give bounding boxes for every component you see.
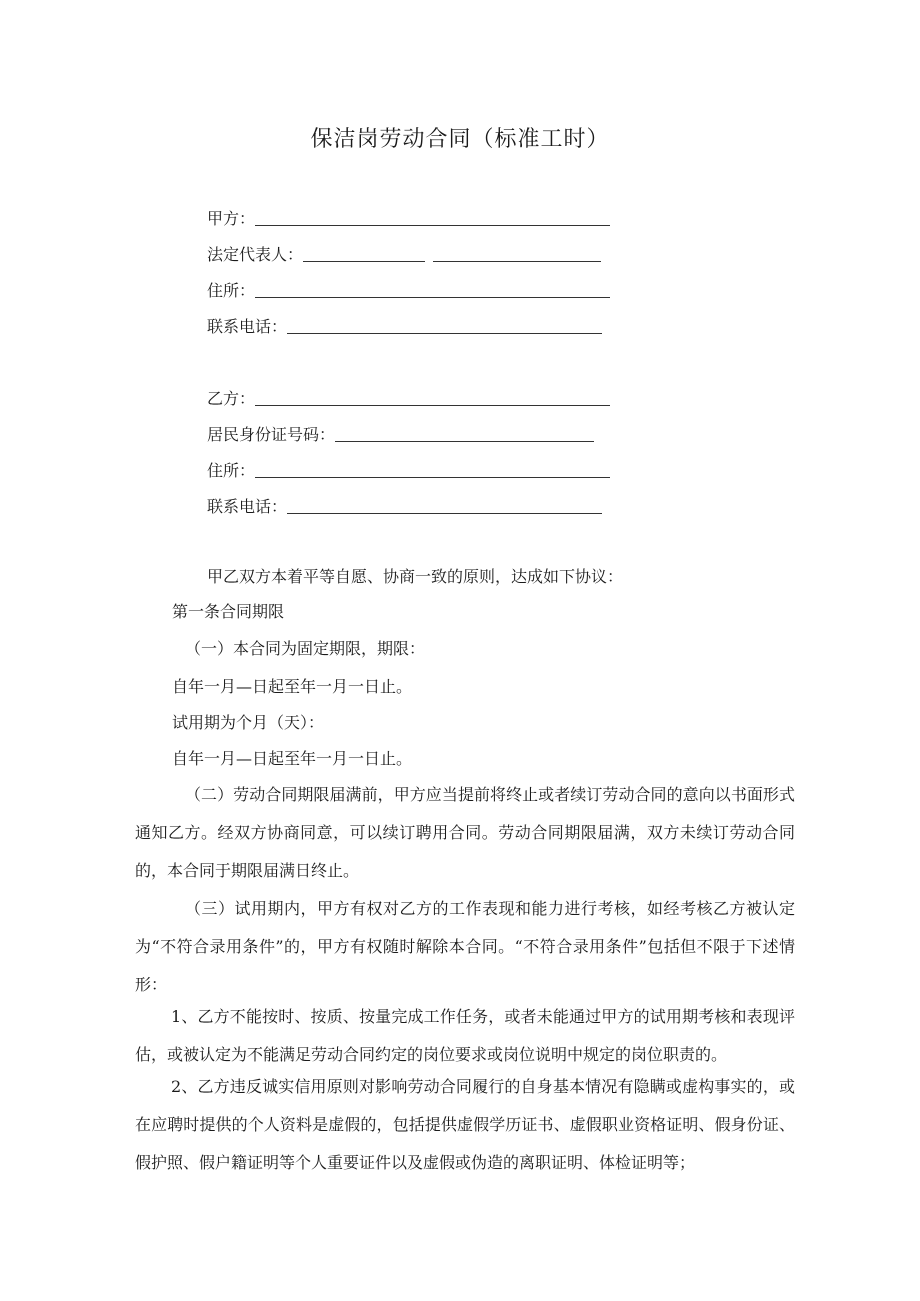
party-b-address-row (207, 452, 610, 482)
party-a-rep-row (207, 236, 601, 266)
party-a-rep-label: 法定代表人： (207, 245, 304, 264)
article1-heading: 第一条合同期限 (172, 602, 285, 621)
party-b-id-row (207, 416, 594, 446)
party-b-address-field[interactable] (255, 463, 610, 478)
article1-period-line: 自年一月—日起至年一月一日止。 (172, 677, 413, 696)
party-b-id-field[interactable] (335, 427, 594, 442)
party-b-phone-label: 联系电话： (207, 497, 288, 516)
party-a-address-label: 住所： (207, 281, 256, 300)
intro-paragraph: 甲乙双方本着平等自愿、协商一致的原则，达成如下协议： (207, 567, 624, 586)
party-a-phone-label: 联系电话： (207, 317, 288, 336)
article1-item3: （三）试用期内，甲方有权对乙方的工作表现和能力进行考核，如经考核乙方被认定为“不符合录用条件”的，甲方有权随时解除本合同。“不符合录用条件”包括但不限于下述情形： (135, 899, 795, 994)
party-b-id-label: 居民身份证号码： (207, 425, 336, 444)
party-a-rep-field[interactable] (303, 247, 425, 262)
party-a-address-field[interactable] (255, 283, 610, 298)
article1-condition-2: 2、乙方违反诚实信用原则对影响劳动合同履行的自身基本情况有隐瞒或虚构事实的，或在应聘时提供的个人资料是虚假的，包括提供虚假学历证书、虚假职业资格证明、假身份证、假护照、假户籍证明等个人重要证件以及虚假或伪造的离职证明、体检证明等； (135, 1077, 795, 1172)
party-a-name-row (207, 200, 610, 230)
party-b-name-label: 乙方： (207, 389, 256, 408)
article1-item1: （一）本合同为固定期限，期限： (185, 639, 426, 658)
party-b-phone-row (207, 488, 602, 518)
article1-condition-1: 1、乙方不能按时、按质、按量完成工作任务，或者未能通过甲方的试用期考核和表现评估，或被认定为不能满足劳动合同约定的岗位要求或岗位说明中规定的岗位职责的。 (135, 1007, 795, 1064)
party-b-phone-field[interactable] (287, 499, 602, 514)
party-b-name-field[interactable] (255, 391, 610, 406)
article1-probation-line: 自年一月—日起至年一月一日止。 (172, 749, 413, 768)
party-b-name-row (207, 380, 610, 410)
party-a-rep-field-2[interactable] (433, 247, 601, 262)
party-a-phone-field[interactable] (287, 319, 602, 334)
party-a-address-row (207, 272, 610, 302)
party-a-name-label: 甲方： (207, 209, 256, 228)
document-title: 保洁岗劳动合同（标准工时） (310, 127, 610, 152)
article1-item2: （二）劳动合同期限届满前，甲方应当提前将终止或者续订劳动合同的意向以书面形式通知乙方。经双方协商同意，可以续订聘用合同。劳动合同期限届满，双方未续订劳动合同的，本合同于期限届满日终止。 (135, 785, 795, 880)
party-a-name-field[interactable] (255, 211, 610, 226)
party-a-phone-row (207, 308, 602, 338)
article1-probation-label: 试用期为个月（天）： (172, 713, 325, 732)
party-b-address-label: 住所： (207, 461, 256, 480)
